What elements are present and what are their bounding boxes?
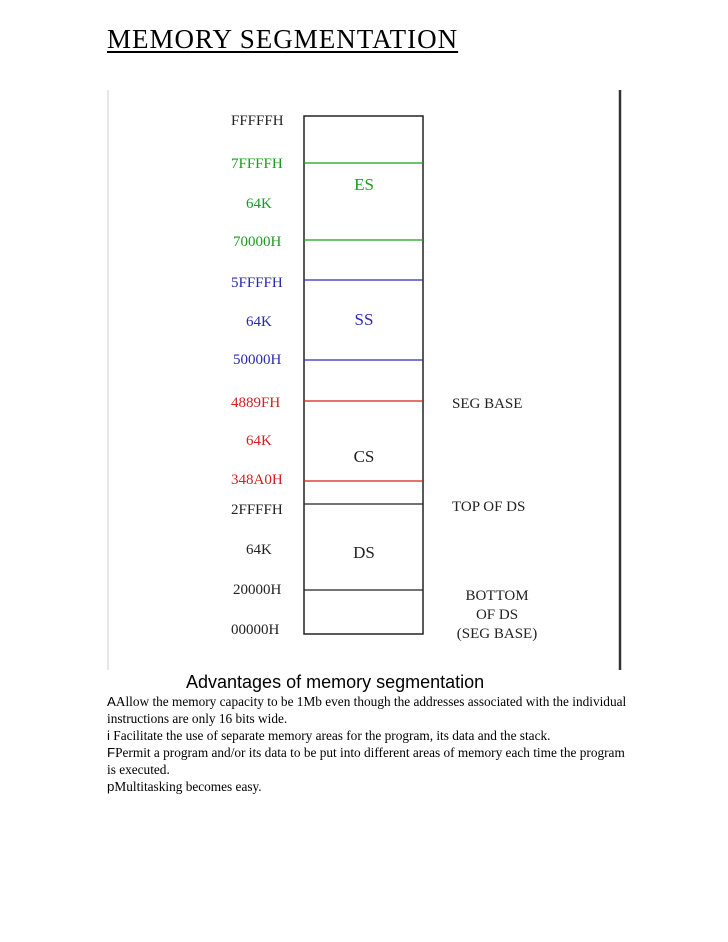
bullet-glyph: i [107,728,110,743]
size-label: 64K [246,196,272,212]
seg-base-paren-label: (SEG BASE) [456,626,538,642]
page-title: MEMORY SEGMENTATION [107,24,459,54]
top-of-ds-label: TOP OF DS [452,499,526,515]
address-label: 5FFFFH [231,275,283,291]
list-item [107,744,627,778]
address-label: 50000H [233,352,282,368]
advantages-list [107,693,627,795]
bottom-of-ds-label: OF DS [475,607,519,623]
address-label: FFFFFH [231,113,284,129]
bullet-glyph: F [107,745,116,760]
size-label: 64K [246,433,272,449]
size-label: 64K [246,314,272,330]
list-item-text: Allow the memory capacity to be 1Mb even though the addresses associated with the individual instructions are only 16 bits wide. [107,694,627,726]
address-label: 00000H [231,622,280,638]
list-item-text: Facilitate the use of separate memory areas for the program, its data and the stack. [109,728,551,743]
address-label: 4889FH [231,395,281,411]
list-item-text: Permit a program and/or its data to be put into different areas of memory each time the program is executed. [107,745,625,777]
segment-label-ss: SS [354,310,374,329]
size-label: 64K [246,542,272,558]
address-label: 7FFFFH [231,156,283,172]
bullet-glyph: p [107,779,115,794]
address-label: 348A0H [231,472,283,488]
segment-label-es: ES [354,175,374,194]
address-label: 2FFFFH [231,502,283,518]
bullet-glyph: A [107,694,116,709]
advantages-heading: Advantages of memory segmentation [186,672,485,692]
seg-base-label: SEG BASE [452,396,523,412]
segment-label-ds: DS [353,543,375,562]
list-item-text: Multitasking becomes easy. [114,779,262,794]
bottom-of-ds-label: BOTTOM [465,588,529,604]
address-label: 20000H [233,582,282,598]
address-label: 70000H [233,234,282,250]
segment-label-cs: CS [353,447,375,466]
list-item [107,727,627,744]
list-item [107,778,627,795]
list-item [107,693,627,727]
